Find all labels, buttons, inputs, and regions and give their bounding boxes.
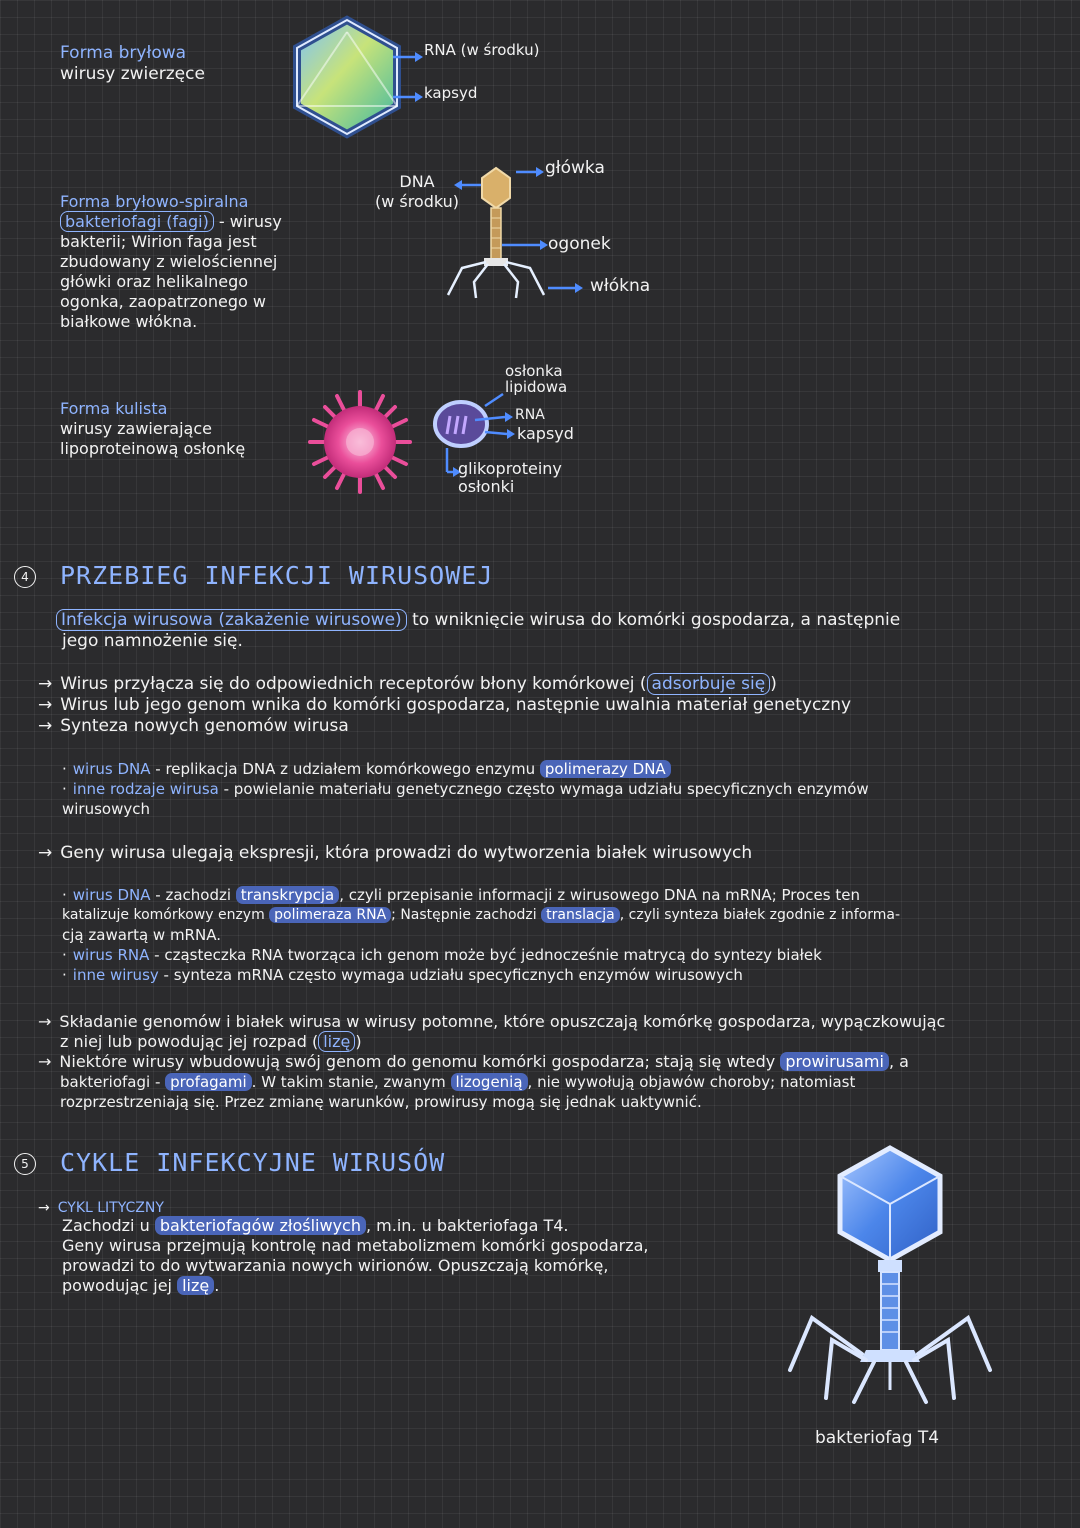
section-4-intro xyxy=(56,610,1056,652)
bacteriophage-t4-illustration xyxy=(770,1140,1010,1440)
label-rna-w-srodku: RNA (w środku) xyxy=(424,41,540,59)
text-fragment: to wniknięcie wirusa do komórki gospodarza, a następnie xyxy=(406,610,901,630)
text-line: ogonka, zaopatrzonego w xyxy=(60,292,266,311)
text-line: wirusowych xyxy=(62,800,151,818)
text-fragment: ; Następnie zachodzi xyxy=(391,907,542,923)
label-glowka: główka xyxy=(545,158,605,178)
text-fragment: - wirusy xyxy=(213,212,282,231)
label-wlokna: włókna xyxy=(590,276,651,296)
text-fragment: z niej lub powodując jej rozpad ( xyxy=(60,1032,319,1051)
text-fragment: , czyli synteza białek zgodnie z informa- xyxy=(619,907,901,923)
steps-list-1: → Wirus przyłącza się do odpowiednich receptorów błony komórkowej ( adsorbuje się ) → Wirus lub jego genom wnika do komórki gospodarza, następnie uwalnia materiał genetyczny → Synteza nowych genomów wirusa xyxy=(38,674,852,736)
infekcja-highlight: Infekcja wirusowa (zakażenie wirusowe) xyxy=(56,609,407,631)
text-line: wirusy zawierające xyxy=(60,419,212,438)
section-4-title: PRZEBIEG INFEKCJI WIRUSOWEJ xyxy=(60,561,494,590)
text-line: lipidowa xyxy=(505,378,568,396)
label-rna-kulista: RNA xyxy=(515,407,545,423)
text-line: (w środku) xyxy=(374,192,460,211)
section-5-title: CYKLE INFEKCYJNE WIRUSÓW xyxy=(60,1148,446,1177)
text-line: prowadzi to do wytwarzania nowych wirionów. Opuszczają komórkę, xyxy=(62,1256,609,1275)
icosahedral-virus-illustration xyxy=(285,12,425,142)
text-fragment: katalizuje komórkowy enzym xyxy=(62,907,270,923)
text-fragment: - powielanie materiału genetycznego często wymaga udziału specyficznych enzymów xyxy=(218,780,869,798)
section-number-4: 4 xyxy=(14,566,36,588)
text-fragment: - cząsteczka RNA tworząca ich genom może być jednocześnie matrycą do syntezy białek xyxy=(149,946,822,964)
wirus-dna-label: wirus DNA xyxy=(72,760,151,778)
text-fragment: Niektóre wirusy wbudowują swój genom do genomu komórki gospodarza; stają się wtedy xyxy=(59,1052,781,1071)
text-fragment: , czyli przepisanie informacji z wirusowego DNA na mRNA; Proces ten xyxy=(339,886,860,904)
text-fragment: - synteza mRNA często wymaga udziału specyficznych enzymów wirusowych xyxy=(158,966,743,984)
inne-wirusy-label: inne wirusy xyxy=(72,966,159,984)
wirus-dna-label: wirus DNA xyxy=(72,886,151,904)
text-line: zbudowany z wielościennej xyxy=(60,252,278,271)
profagami-highlight: profagami xyxy=(165,1073,252,1091)
label-kapsyd: kapsyd xyxy=(424,84,478,102)
text-fragment: , nie wywołują objawów choroby; natomiast xyxy=(527,1073,856,1091)
forma-brylowa-desc: wirusy zwierzęce xyxy=(60,64,205,84)
text-line: Geny wirusa przejmują kontrolę nad metabolizmem komórki gospodarza, xyxy=(62,1236,649,1255)
section-number-5: 5 xyxy=(14,1153,36,1175)
bakteriofagi-highlight: bakteriofagi (fagi) xyxy=(60,211,214,232)
text-line: osłonka xyxy=(505,362,563,380)
forma-brylowa-block xyxy=(60,43,205,85)
text-line: rozprzestrzeniają się. Przez zmianę warunków, prowirusy mogą się jednak uaktywnić. xyxy=(60,1093,702,1111)
forma-kulista-block xyxy=(60,399,245,459)
text-fragment: powodując jej xyxy=(62,1276,178,1295)
label-oslonka-lipidowa xyxy=(505,363,567,395)
text-fragment: ) xyxy=(355,1032,362,1051)
text-line: glikoproteiny xyxy=(458,459,562,478)
forma-kulista-title: Forma kulista xyxy=(60,399,168,418)
expression-bullets xyxy=(62,885,1062,985)
text-line: bakterii; Wirion faga jest xyxy=(60,232,257,251)
text-line: jego namnożenie się. xyxy=(62,631,243,651)
forma-spiralna-title: Forma bryłowo-spiralna xyxy=(60,192,249,211)
text-fragment: - replikacja DNA z udziałem komórkowego enzymu xyxy=(150,760,540,778)
text-line: DNA xyxy=(399,172,435,191)
wirus-rna-label: wirus RNA xyxy=(72,946,150,964)
text-fragment: . W takim stanie, zwanym xyxy=(251,1073,451,1091)
translacja-highlight: translacja xyxy=(541,907,620,923)
lizogenia-highlight: lizogenią xyxy=(451,1073,528,1091)
replication-bullets xyxy=(62,759,1062,819)
transkrypcja-highlight: transkrypcja xyxy=(236,886,339,904)
text-fragment: Wirus lub jego genom wnika do komórki gospodarza, następnie uwalnia materiał genetyczny xyxy=(60,695,852,715)
label-kapsyd-kulista: kapsyd xyxy=(517,424,574,443)
bakteriofag-t4-caption: bakteriofag T4 xyxy=(815,1428,940,1448)
cykl-lityczny-subtitle: CYKL LITYCZNY xyxy=(57,1200,164,1216)
forma-spiralna-block xyxy=(60,192,320,332)
text-fragment: . xyxy=(214,1276,220,1295)
label-glikoproteiny xyxy=(458,460,562,496)
adsorbuje-highlight: adsorbuje się xyxy=(647,673,771,695)
text-fragment: Synteza nowych genomów wirusa xyxy=(60,716,349,736)
label-ogonek: ogonek xyxy=(548,234,611,254)
text-fragment: , m.in. u bakteriofaga T4. xyxy=(365,1216,569,1235)
bakteriofagow-zlosliwych-highlight: bakteriofagów złośliwych xyxy=(155,1216,366,1235)
text-line: białkowe włókna. xyxy=(60,312,198,331)
text-line: główki oraz helikalnego xyxy=(60,272,249,291)
prowirusami-highlight: prowirusami xyxy=(780,1052,889,1071)
text-fragment: Składanie genomów i białek wirusa w wirusy potomne, które opuszczają komórkę gospodarza, wypączkowując xyxy=(59,1012,946,1031)
text-fragment: ) xyxy=(770,674,777,694)
text-fragment: Wirus przyłącza się do odpowiednich receptorów błony komórkowej ( xyxy=(60,674,647,694)
text-fragment: - zachodzi xyxy=(150,886,236,904)
text-line: lipoproteinową osłonkę xyxy=(60,439,246,458)
text-fragment: bakteriofagi - xyxy=(60,1073,166,1091)
polimeraza-rna-highlight: polimeraza RNA xyxy=(269,907,391,923)
forma-brylowa-title: Forma bryłowa xyxy=(60,43,187,63)
steps-list-2: → Składanie genomów i białek wirusa w wirusy potomne, które opuszczają komórkę gospodarza, wypączkowując z niej lub powodując jej rozpad ( lizę ) → Niektóre wirusy wbudowują swój genom do genomu komórki gospodarza; stają się wtedy prowirusami , a bakteriofagi - profagami . W takim stanie, zwanym lizogenią , nie wywołują objawów choroby; natomiast rozprzestrzeniają się. Przez zmianę warunków, prowirusy mogą się jednak uaktywnić. xyxy=(38,1012,1068,1112)
cykl-lityczny-block: → CYKL LITYCZNY Zachodzi u bakteriofagów złośliwych , m.in. u bakteriofaga T4. Geny wirusa przejmują kontrolę nad metabolizmem komórki gospodarza, prowadzi to do wytwarzania nowych wirionów. Opuszczają komórkę, powodując jej lizę . xyxy=(38,1200,758,1296)
polimerazy-dna-highlight: polimerazy DNA xyxy=(540,760,671,778)
step-4: → Geny wirusa ulegają ekspresji, która prowadzi do wytworzenia białek wirusowych xyxy=(38,843,753,863)
lize-highlight: lizę xyxy=(318,1031,355,1052)
text-fragment: Zachodzi u xyxy=(62,1216,155,1235)
lize-highlight: lizę xyxy=(177,1276,214,1295)
text-fragment: Geny wirusa ulegają ekspresji, która prowadzi do wytworzenia białek wirusowych xyxy=(60,843,753,863)
text-fragment: , a xyxy=(888,1052,909,1071)
text-line: osłonki xyxy=(458,477,515,496)
inne-rodzaje-label: inne rodzaje wirusa xyxy=(72,780,219,798)
text-line: cją zawartą w mRNA. xyxy=(62,926,221,944)
